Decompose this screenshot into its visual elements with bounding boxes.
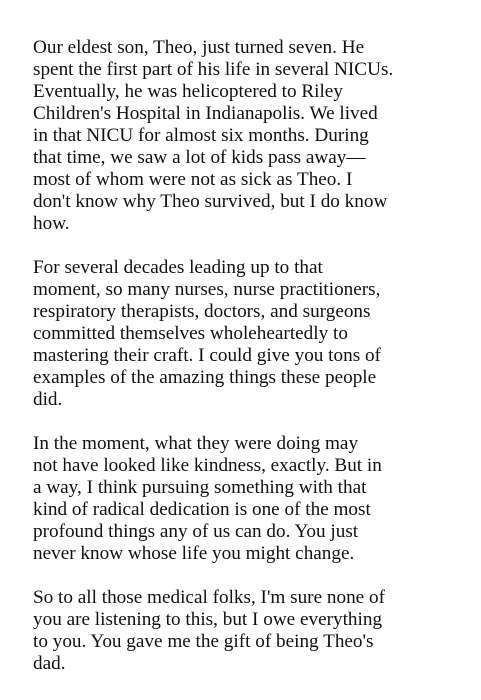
paragraph-2 bbox=[33, 257, 451, 411]
text-line: committed themselves wholeheartedly to bbox=[33, 323, 348, 344]
text-line: how. bbox=[33, 213, 70, 234]
text-line: not have looked like kindness, exactly. But in bbox=[33, 455, 382, 476]
text-line: Eventually, he was helicoptered to Riley bbox=[33, 81, 343, 102]
text-line: that time, we saw a lot of kids pass away— bbox=[33, 147, 366, 168]
text-line: moment, so many nurses, nurse practitioners, bbox=[33, 279, 381, 300]
text-line: So to all those medical folks, I'm sure none of bbox=[33, 587, 385, 608]
paragraph-spacer bbox=[33, 565, 451, 587]
text-line: never know whose life you might change. bbox=[33, 543, 355, 564]
text-line: respiratory therapists, doctors, and surgeons bbox=[33, 301, 371, 322]
paragraph-1 bbox=[33, 37, 451, 235]
text-line: Our eldest son, Theo, just turned seven. He bbox=[33, 37, 365, 58]
text-line: profound things any of us can do. You just bbox=[33, 521, 359, 542]
text-line: Children's Hospital in Indianapolis. We lived bbox=[33, 103, 378, 124]
text-line: kind of radical dedication is one of the most bbox=[33, 499, 371, 520]
text-line: don't know why Theo survived, but I do know bbox=[33, 191, 388, 212]
paragraph-spacer bbox=[33, 411, 451, 433]
text-line: examples of the amazing things these people bbox=[33, 367, 377, 388]
text-line: to you. You gave me the gift of being Theo's bbox=[33, 631, 374, 652]
text-line: a way, I think pursuing something with that bbox=[33, 477, 367, 498]
paragraph-3 bbox=[33, 433, 451, 565]
document-body bbox=[33, 37, 451, 675]
text-line: you are listening to this, but I owe everything bbox=[33, 609, 383, 630]
paragraph-spacer bbox=[33, 235, 451, 257]
text-line: mastering their craft. I could give you tons of bbox=[33, 345, 381, 366]
text-line: did. bbox=[33, 389, 63, 410]
text-line: most of whom were not as sick as Theo. I bbox=[33, 169, 353, 190]
paragraph-4 bbox=[33, 587, 451, 675]
text-line: For several decades leading up to that bbox=[33, 257, 323, 278]
text-line: spent the first part of his life in several NICUs. bbox=[33, 59, 394, 80]
text-line: dad. bbox=[33, 653, 66, 674]
text-line: in that NICU for almost six months. During bbox=[33, 125, 369, 146]
text-line: In the moment, what they were doing may bbox=[33, 433, 359, 454]
